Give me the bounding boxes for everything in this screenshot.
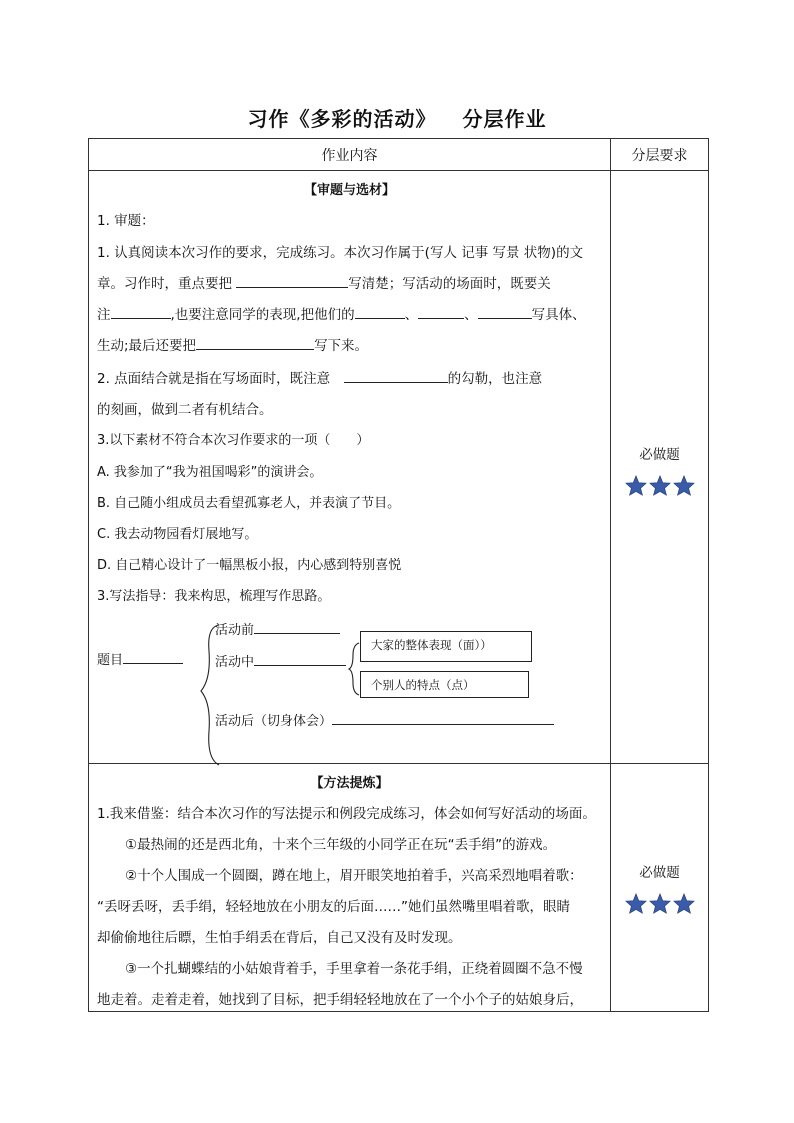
star-rating xyxy=(611,893,708,914)
section2-title: 【方法提炼】 xyxy=(310,776,389,791)
section2-p4b: 地走着。走着走着，她找到了目标，把手绢轻轻地放在了一个小个子的姑娘身后， xyxy=(97,992,583,1008)
diagram-box-individual: 个别人的特点（点） xyxy=(360,671,529,698)
section1-content xyxy=(89,171,611,764)
section2-p3c: 却偷偷地往后瞟，生怕手绢丢在背后，自己又没有及时发现。 xyxy=(97,930,462,946)
page-title xyxy=(0,103,794,132)
q1-line-c: 注 ,也要注意同学的表现,把他们的 、 、 写具体、 xyxy=(97,303,586,323)
section2-p1: 1.我来借鉴：结合本次习作的写法提示和例段完成练习，体会如何写好活动的场面。 xyxy=(97,806,596,822)
q1-line-a: 1. 认真阅读本次习作的要求，完成练习。本次习作属于(写人 记事 写景 状物)的文 xyxy=(97,245,584,261)
brace-icon xyxy=(197,621,227,771)
option-d: D. 自己精心设计了一幅黑板小报，内心感到特别喜悦 xyxy=(97,558,402,573)
answer-blank[interactable] xyxy=(355,304,405,319)
answer-blank[interactable] xyxy=(111,304,171,319)
q4-guidance: 3.写法指导：我来构思，梳理写作思路。 xyxy=(97,589,331,604)
header-row xyxy=(89,139,709,171)
level-label: 必做题 xyxy=(639,447,680,463)
section1-level xyxy=(611,171,709,764)
answer-blank[interactable] xyxy=(478,304,532,319)
q2-line-a: 2. 点面结合就是指在写场面时，既注意 的勾勒，也注意 xyxy=(97,367,542,387)
q1-head: 1. 审题： xyxy=(97,213,155,229)
diagram-topic: 题目 xyxy=(97,649,183,668)
answer-blank[interactable] xyxy=(254,619,340,634)
diagram-after: 活动后（切身体会） xyxy=(215,710,554,729)
diagram-during: 活动中 xyxy=(215,651,346,670)
answer-blank[interactable] xyxy=(332,710,554,725)
title-sub: 分层作业 xyxy=(462,107,547,131)
star-icon xyxy=(673,893,695,914)
section2-p3a: ②十个人围成一个圆圈，蹲在地上，眉开眼笑地拍着手，兴高采烈地唱着歌： xyxy=(125,868,583,884)
q1-line-d: 生动;最后还要把 写下来。 xyxy=(97,334,368,354)
diagram-before: 活动前 xyxy=(215,619,340,638)
answer-blank[interactable] xyxy=(344,368,448,383)
answer-blank[interactable] xyxy=(236,273,348,288)
level-group xyxy=(611,861,708,914)
level-label: 必做题 xyxy=(639,865,680,881)
header-content: 作业内容 xyxy=(89,139,611,171)
section2-level xyxy=(611,764,709,1012)
title-main: 习作《多彩的活动》 xyxy=(247,107,437,131)
section2-content xyxy=(89,764,611,1012)
star-rating xyxy=(611,475,708,496)
q2-line-b: 的刻画，做到二者有机结合。 xyxy=(97,402,273,418)
level-group xyxy=(611,443,708,496)
answer-blank[interactable] xyxy=(196,335,314,350)
answer-blank[interactable] xyxy=(123,649,183,664)
option-a: A. 我参加了“我为祖国喝彩”的演讲会。 xyxy=(97,465,323,480)
diagram-box-overall: 大家的整体表现（面）） xyxy=(360,631,532,662)
q1-line-b: 章。习作时，重点要把 写清楚；写活动的场面时，既要关 xyxy=(97,272,551,292)
header-level: 分层要求 xyxy=(611,139,709,171)
section2-row xyxy=(89,764,709,1012)
answer-blank[interactable] xyxy=(254,651,346,666)
star-icon xyxy=(649,475,671,496)
homework-table xyxy=(88,138,709,1012)
star-icon xyxy=(625,475,647,496)
section2-p3b: “丢呀丢呀，丢手绢，轻轻地放在小朋友的后面……”她们虽然嘴里唱着歌，眼睛 xyxy=(97,899,570,915)
star-icon xyxy=(673,475,695,496)
option-c: C. 我去动物园看灯展地写。 xyxy=(97,527,258,542)
option-b: B. 自己随小组成员去看望孤寡老人，并表演了节目。 xyxy=(97,496,401,511)
section1-title: 【审题与选材】 xyxy=(303,183,395,198)
answer-blank[interactable] xyxy=(418,304,464,319)
section1-row xyxy=(89,171,709,764)
star-icon xyxy=(625,893,647,914)
section2-p2: ①最热闹的还是西北角，十来个三年级的小同学正在玩“丢手绢”的游戏。 xyxy=(125,837,557,853)
star-icon xyxy=(649,893,671,914)
section2-p4a: ③一个扎蝴蝶结的小姑娘背着手，手里拿着一条花手绢，正绕着圆圈不急不慢 xyxy=(125,961,583,977)
q3-question: 3.以下素材不符合本次习作要求的一项（ ） xyxy=(97,433,370,448)
